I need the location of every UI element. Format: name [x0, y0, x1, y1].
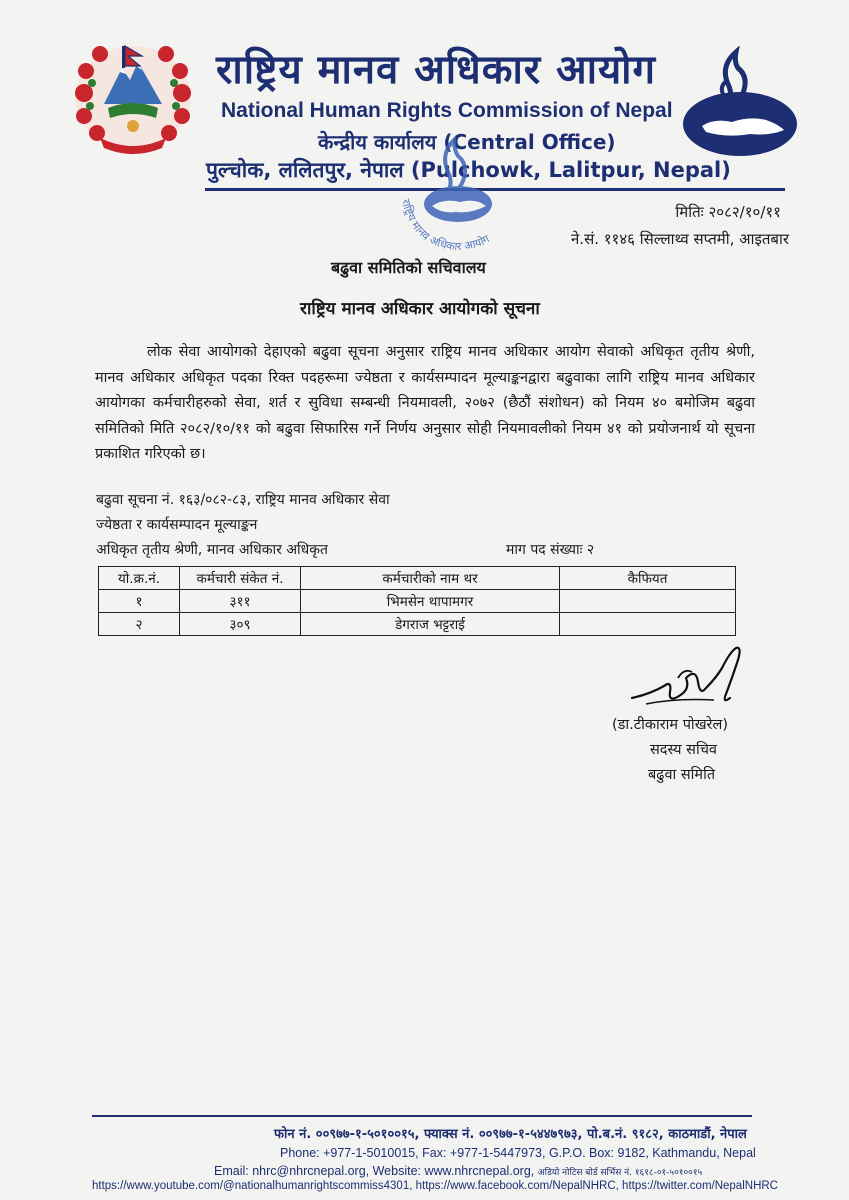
column-header-employee-name: कर्मचारीको नाम थर: [301, 567, 560, 590]
footer-divider: [92, 1115, 752, 1117]
footer-social-links[interactable]: https://www.youtube.com/@nationalhumanrightscommiss4301, https://www.facebook.com/NepalNHRC, https://twitter.com/NepalNHRC: [92, 1180, 778, 1192]
promotion-post: अधिकृत तृतीय श्रेणी, मानव अधिकार अधिकृत: [96, 542, 328, 558]
cell-remarks: [560, 590, 736, 613]
notice-body: लोक सेवा आयोगको देहाएको बढुवा सूचना अनुसार राष्ट्रिय मानव अधिकार आयोग सेवाको अधिकृत तृतीय श्रेणी, मानव अधिकार अधिकृत पदका रिक्त पदहरूमा ज्येष्ठता र कार्यसम्पादन मूल्याङ्कनद्वारा बढुवाका लागि राष्ट्रिय मानव अधिकार आयोगका कर्मचारीहरुको सेवा, शर्त र सुविधा सम्बन्धी नियमावली, २०७२ (छैठौं संशोधन) को नियम ४० बमोजिम बढुवा समितिको मिति २०८२/१०/११ को बढुवा सिफारिस गर्ने निर्णय अनुसार सोही नियमावलीको नियम ४१ को प्रयोजनार्थ यो सूचना प्रकाशित गरिएको छ।: [95, 344, 755, 462]
footer-contact-nepali: फोन नं. ००९७७-१-५०१००१५, फ्याक्स नं. ००९७७-१-५४४७९७३, पो.ब.नं. ९१८२, काठमाडौं, नेपाल: [274, 1127, 747, 1142]
signatory-committee: बढुवा समिति: [648, 767, 716, 783]
notice-title: राष्ट्रिय मानव अधिकार आयोगको सूचना: [300, 299, 540, 319]
demand-post-count: माग पद संख्याः २: [506, 542, 595, 558]
column-header-serial: यो.क्र.नं.: [99, 567, 180, 590]
stamp-text: राष्ट्रिय मानव अधिकार आयोग: [399, 197, 492, 254]
promotion-table: [98, 566, 736, 636]
footer-email: Email: nhrc@nhrcnepal.org, Website: www.nhrcnepal.org,: [214, 1164, 535, 1178]
signatory-role: सदस्य सचिव: [650, 742, 717, 758]
nhrc-logo-icon: [680, 46, 798, 158]
signatory-name: (डा.टीकाराम पोखरेल): [612, 717, 728, 733]
table-row: [99, 590, 736, 613]
cell-employee-code: ३११: [180, 590, 301, 613]
nepal-emblem-icon: [64, 38, 202, 156]
cell-employee-name: डेगराज भट्टराई: [301, 613, 560, 636]
commission-title-nepali: राष्ट्रिय मानव अधिकार आयोग: [216, 47, 657, 93]
column-header-remarks: कैफियत: [560, 567, 736, 590]
secretariat-heading: बढुवा समितिको सचिवालय: [331, 258, 486, 277]
footer-audio-notice: अडियो नोटिस बोर्ड सर्भिस नं. १६१८-०१-५०१००१५: [537, 1168, 703, 1178]
promotion-notice-number: बढुवा सूचना नं. १६३/०८२-८३, राष्ट्रिय मानव अधिकार सेवा: [96, 492, 390, 508]
office-stamp-icon: [388, 130, 522, 258]
table-header-row: [99, 567, 736, 590]
cell-serial: १: [99, 590, 180, 613]
nepal-samvat-date: ने.सं. ११४६ सिल्लाथ्व सप्तमी, आइतबार: [570, 230, 789, 248]
commission-title-english: National Human Rights Commission of Nepal: [221, 99, 673, 122]
footer-email-line: [214, 1164, 702, 1178]
cell-remarks: [560, 613, 736, 636]
cell-employee-code: ३०९: [180, 613, 301, 636]
table-row: [99, 613, 736, 636]
central-office-label: केन्द्रीय कार्यालय (Central Office): [318, 130, 616, 154]
office-address: पुल्चोक, ललितपुर, नेपाल (Pulchowk, Lalitpur, Nepal): [206, 158, 731, 182]
date-label: मितिः २०८२/१०/११: [675, 203, 781, 221]
cell-employee-name: भिमसेन थापामगर: [301, 590, 560, 613]
promotion-basis: ज्येष्ठता र कार्यसम्पादन मूल्याङ्कन: [96, 517, 258, 533]
cell-serial: २: [99, 613, 180, 636]
signature-icon: [626, 638, 756, 718]
footer-phone: Phone: +977-1-5010015, Fax: +977-1-5447973, G.P.O. Box: 9182, Kathmandu, Nepal: [280, 1146, 756, 1160]
column-header-employee-code: कर्मचारी संकेत नं.: [180, 567, 301, 590]
